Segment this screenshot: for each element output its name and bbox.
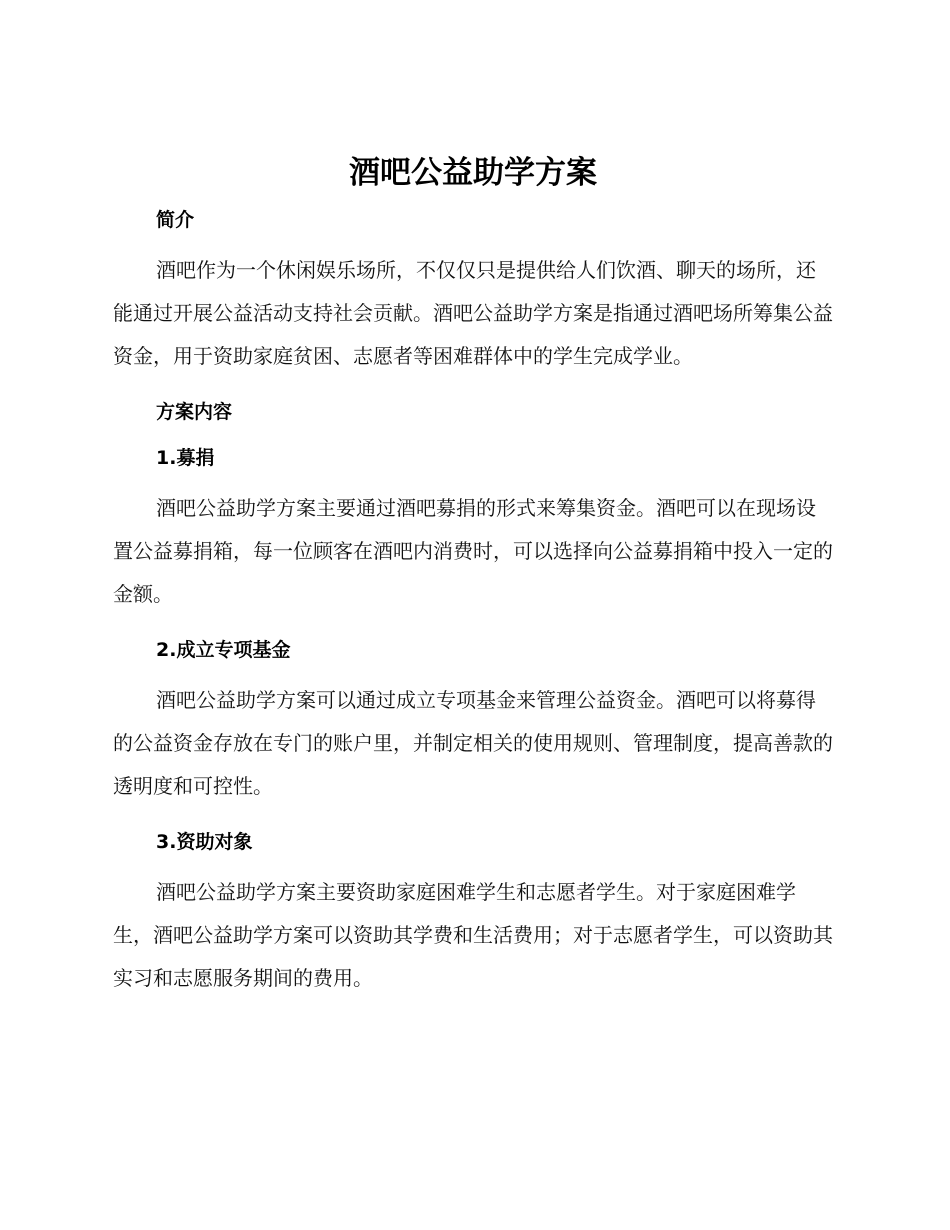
- section-paragraph-beneficiaries: 酒吧公益助学方案主要资助家庭困难学生和志愿者学生。对于家庭困难学生，酒吧公益助学方案可以资助其学费和生活费用；对于志愿者学生，可以资助其实习和志愿服务期间的费用。: [113, 880, 833, 990]
- section-heading-donation: 1.募捐: [156, 447, 215, 469]
- section-heading-special-fund: 2.成立专项基金: [156, 639, 291, 661]
- section-heading-intro: 简介: [156, 209, 195, 231]
- document-body: [113, 150, 833, 1000]
- section-heading-plan-content: 方案内容: [156, 401, 233, 423]
- section-paragraph-intro: 酒吧作为一个休闲娱乐场所，不仅仅只是提供给人们饮酒、聊天的场所，还能通过开展公益活动支持社会贡献。酒吧公益助学方案是指通过酒吧场所筹集公益资金，用于资助家庭贫困、志愿者等困难群体中的学生完成学业。: [113, 258, 833, 368]
- section-heading-beneficiaries: 3.资助对象: [156, 831, 253, 853]
- section-paragraph-special-fund: 酒吧公益助学方案可以通过成立专项基金来管理公益资金。酒吧可以将募得的公益资金存放在专门的账户里，并制定相关的使用规则、管理制度，提高善款的透明度和可控性。: [113, 688, 833, 798]
- document-title: 酒吧公益助学方案: [349, 155, 597, 191]
- section-paragraph-donation: 酒吧公益助学方案主要通过酒吧募捐的形式来筹集资金。酒吧可以在现场设置公益募捐箱，每一位顾客在酒吧内消费时，可以选择向公益募捐箱中投入一定的金额。: [113, 496, 833, 606]
